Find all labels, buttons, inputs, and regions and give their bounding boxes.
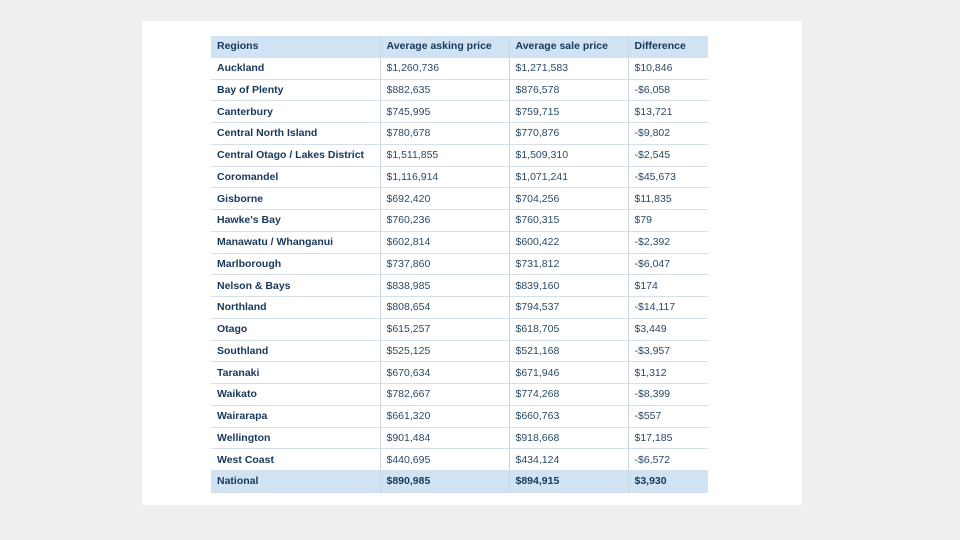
asking-price-cell: $670,634: [380, 362, 509, 384]
asking-price-cell: $808,654: [380, 297, 509, 319]
sale-price-cell: $521,168: [509, 340, 628, 362]
difference-cell: $10,846: [628, 57, 708, 79]
table-row: [211, 123, 708, 145]
region-name-cell: Southland: [211, 340, 380, 362]
table-row: [211, 275, 708, 297]
table-header-row: [211, 36, 708, 57]
region-name-cell: Coromandel: [211, 166, 380, 188]
region-name-cell: Central Otago / Lakes District: [211, 144, 380, 166]
asking-price-cell: $661,320: [380, 405, 509, 427]
table-row: [211, 384, 708, 406]
sale-price-cell: $618,705: [509, 318, 628, 340]
region-name-cell: Central North Island: [211, 123, 380, 145]
region-name-cell: Hawke's Bay: [211, 210, 380, 232]
national-difference: $3,930: [628, 471, 708, 493]
table-row: [211, 144, 708, 166]
difference-cell: -$8,399: [628, 384, 708, 406]
asking-price-cell: $440,695: [380, 449, 509, 471]
region-name-cell: Wairarapa: [211, 405, 380, 427]
sale-price-cell: $760,315: [509, 210, 628, 232]
content-card: [142, 21, 802, 505]
asking-price-cell: $1,260,736: [380, 57, 509, 79]
asking-price-cell: $782,667: [380, 384, 509, 406]
region-name-cell: Wellington: [211, 427, 380, 449]
national-label: National: [211, 471, 380, 493]
sale-price-cell: $794,537: [509, 297, 628, 319]
table-row: [211, 79, 708, 101]
asking-price-cell: $760,236: [380, 210, 509, 232]
difference-cell: -$6,047: [628, 253, 708, 275]
table-row: [211, 101, 708, 123]
difference-cell: $11,835: [628, 188, 708, 210]
asking-price-cell: $1,511,855: [380, 144, 509, 166]
sale-price-cell: $774,268: [509, 384, 628, 406]
table-row: [211, 362, 708, 384]
table-body: [211, 57, 708, 470]
sale-price-cell: $876,578: [509, 79, 628, 101]
asking-price-cell: $901,484: [380, 427, 509, 449]
header-average-asking-price: Average asking price: [380, 36, 509, 57]
sale-price-cell: $759,715: [509, 101, 628, 123]
table-row: [211, 427, 708, 449]
header-average-sale-price: Average sale price: [509, 36, 628, 57]
difference-cell: $79: [628, 210, 708, 232]
region-name-cell: Otago: [211, 318, 380, 340]
price-comparison-table: [211, 36, 708, 493]
asking-price-cell: $525,125: [380, 340, 509, 362]
sale-price-cell: $660,763: [509, 405, 628, 427]
sale-price-cell: $770,876: [509, 123, 628, 145]
sale-price-cell: $1,271,583: [509, 57, 628, 79]
asking-price-cell: $780,678: [380, 123, 509, 145]
sale-price-cell: $1,071,241: [509, 166, 628, 188]
difference-cell: -$6,572: [628, 449, 708, 471]
asking-price-cell: $1,116,914: [380, 166, 509, 188]
table-row: [211, 449, 708, 471]
region-name-cell: Gisborne: [211, 188, 380, 210]
table-row: [211, 340, 708, 362]
difference-cell: -$45,673: [628, 166, 708, 188]
difference-cell: -$2,545: [628, 144, 708, 166]
sale-price-cell: $671,946: [509, 362, 628, 384]
asking-price-cell: $615,257: [380, 318, 509, 340]
difference-cell: -$6,058: [628, 79, 708, 101]
national-sale-price: $894,915: [509, 471, 628, 493]
table-row: [211, 210, 708, 232]
asking-price-cell: $602,814: [380, 231, 509, 253]
difference-cell: -$557: [628, 405, 708, 427]
difference-cell: -$3,957: [628, 340, 708, 362]
header-regions: Regions: [211, 36, 380, 57]
table-row: [211, 297, 708, 319]
table-row: [211, 188, 708, 210]
region-name-cell: Waikato: [211, 384, 380, 406]
region-name-cell: Taranaki: [211, 362, 380, 384]
asking-price-cell: $737,860: [380, 253, 509, 275]
sale-price-cell: $918,668: [509, 427, 628, 449]
difference-cell: $13,721: [628, 101, 708, 123]
table-row: [211, 57, 708, 79]
table-row: [211, 253, 708, 275]
sale-price-cell: $731,812: [509, 253, 628, 275]
difference-cell: -$14,117: [628, 297, 708, 319]
asking-price-cell: $882,635: [380, 79, 509, 101]
region-name-cell: Manawatu / Whanganui: [211, 231, 380, 253]
region-name-cell: Nelson & Bays: [211, 275, 380, 297]
asking-price-cell: $692,420: [380, 188, 509, 210]
sale-price-cell: $600,422: [509, 231, 628, 253]
region-name-cell: Marlborough: [211, 253, 380, 275]
region-name-cell: Canterbury: [211, 101, 380, 123]
table-row: [211, 166, 708, 188]
difference-cell: $174: [628, 275, 708, 297]
sale-price-cell: $704,256: [509, 188, 628, 210]
region-name-cell: Bay of Plenty: [211, 79, 380, 101]
national-row: [211, 471, 708, 493]
difference-cell: $3,449: [628, 318, 708, 340]
region-name-cell: Auckland: [211, 57, 380, 79]
table-row: [211, 231, 708, 253]
table-row: [211, 405, 708, 427]
asking-price-cell: $745,995: [380, 101, 509, 123]
national-asking-price: $890,985: [380, 471, 509, 493]
region-name-cell: Northland: [211, 297, 380, 319]
difference-cell: -$2,392: [628, 231, 708, 253]
header-difference: Difference: [628, 36, 708, 57]
difference-cell: -$9,802: [628, 123, 708, 145]
table-row: [211, 318, 708, 340]
difference-cell: $1,312: [628, 362, 708, 384]
asking-price-cell: $838,985: [380, 275, 509, 297]
sale-price-cell: $434,124: [509, 449, 628, 471]
region-name-cell: West Coast: [211, 449, 380, 471]
sale-price-cell: $1,509,310: [509, 144, 628, 166]
sale-price-cell: $839,160: [509, 275, 628, 297]
difference-cell: $17,185: [628, 427, 708, 449]
